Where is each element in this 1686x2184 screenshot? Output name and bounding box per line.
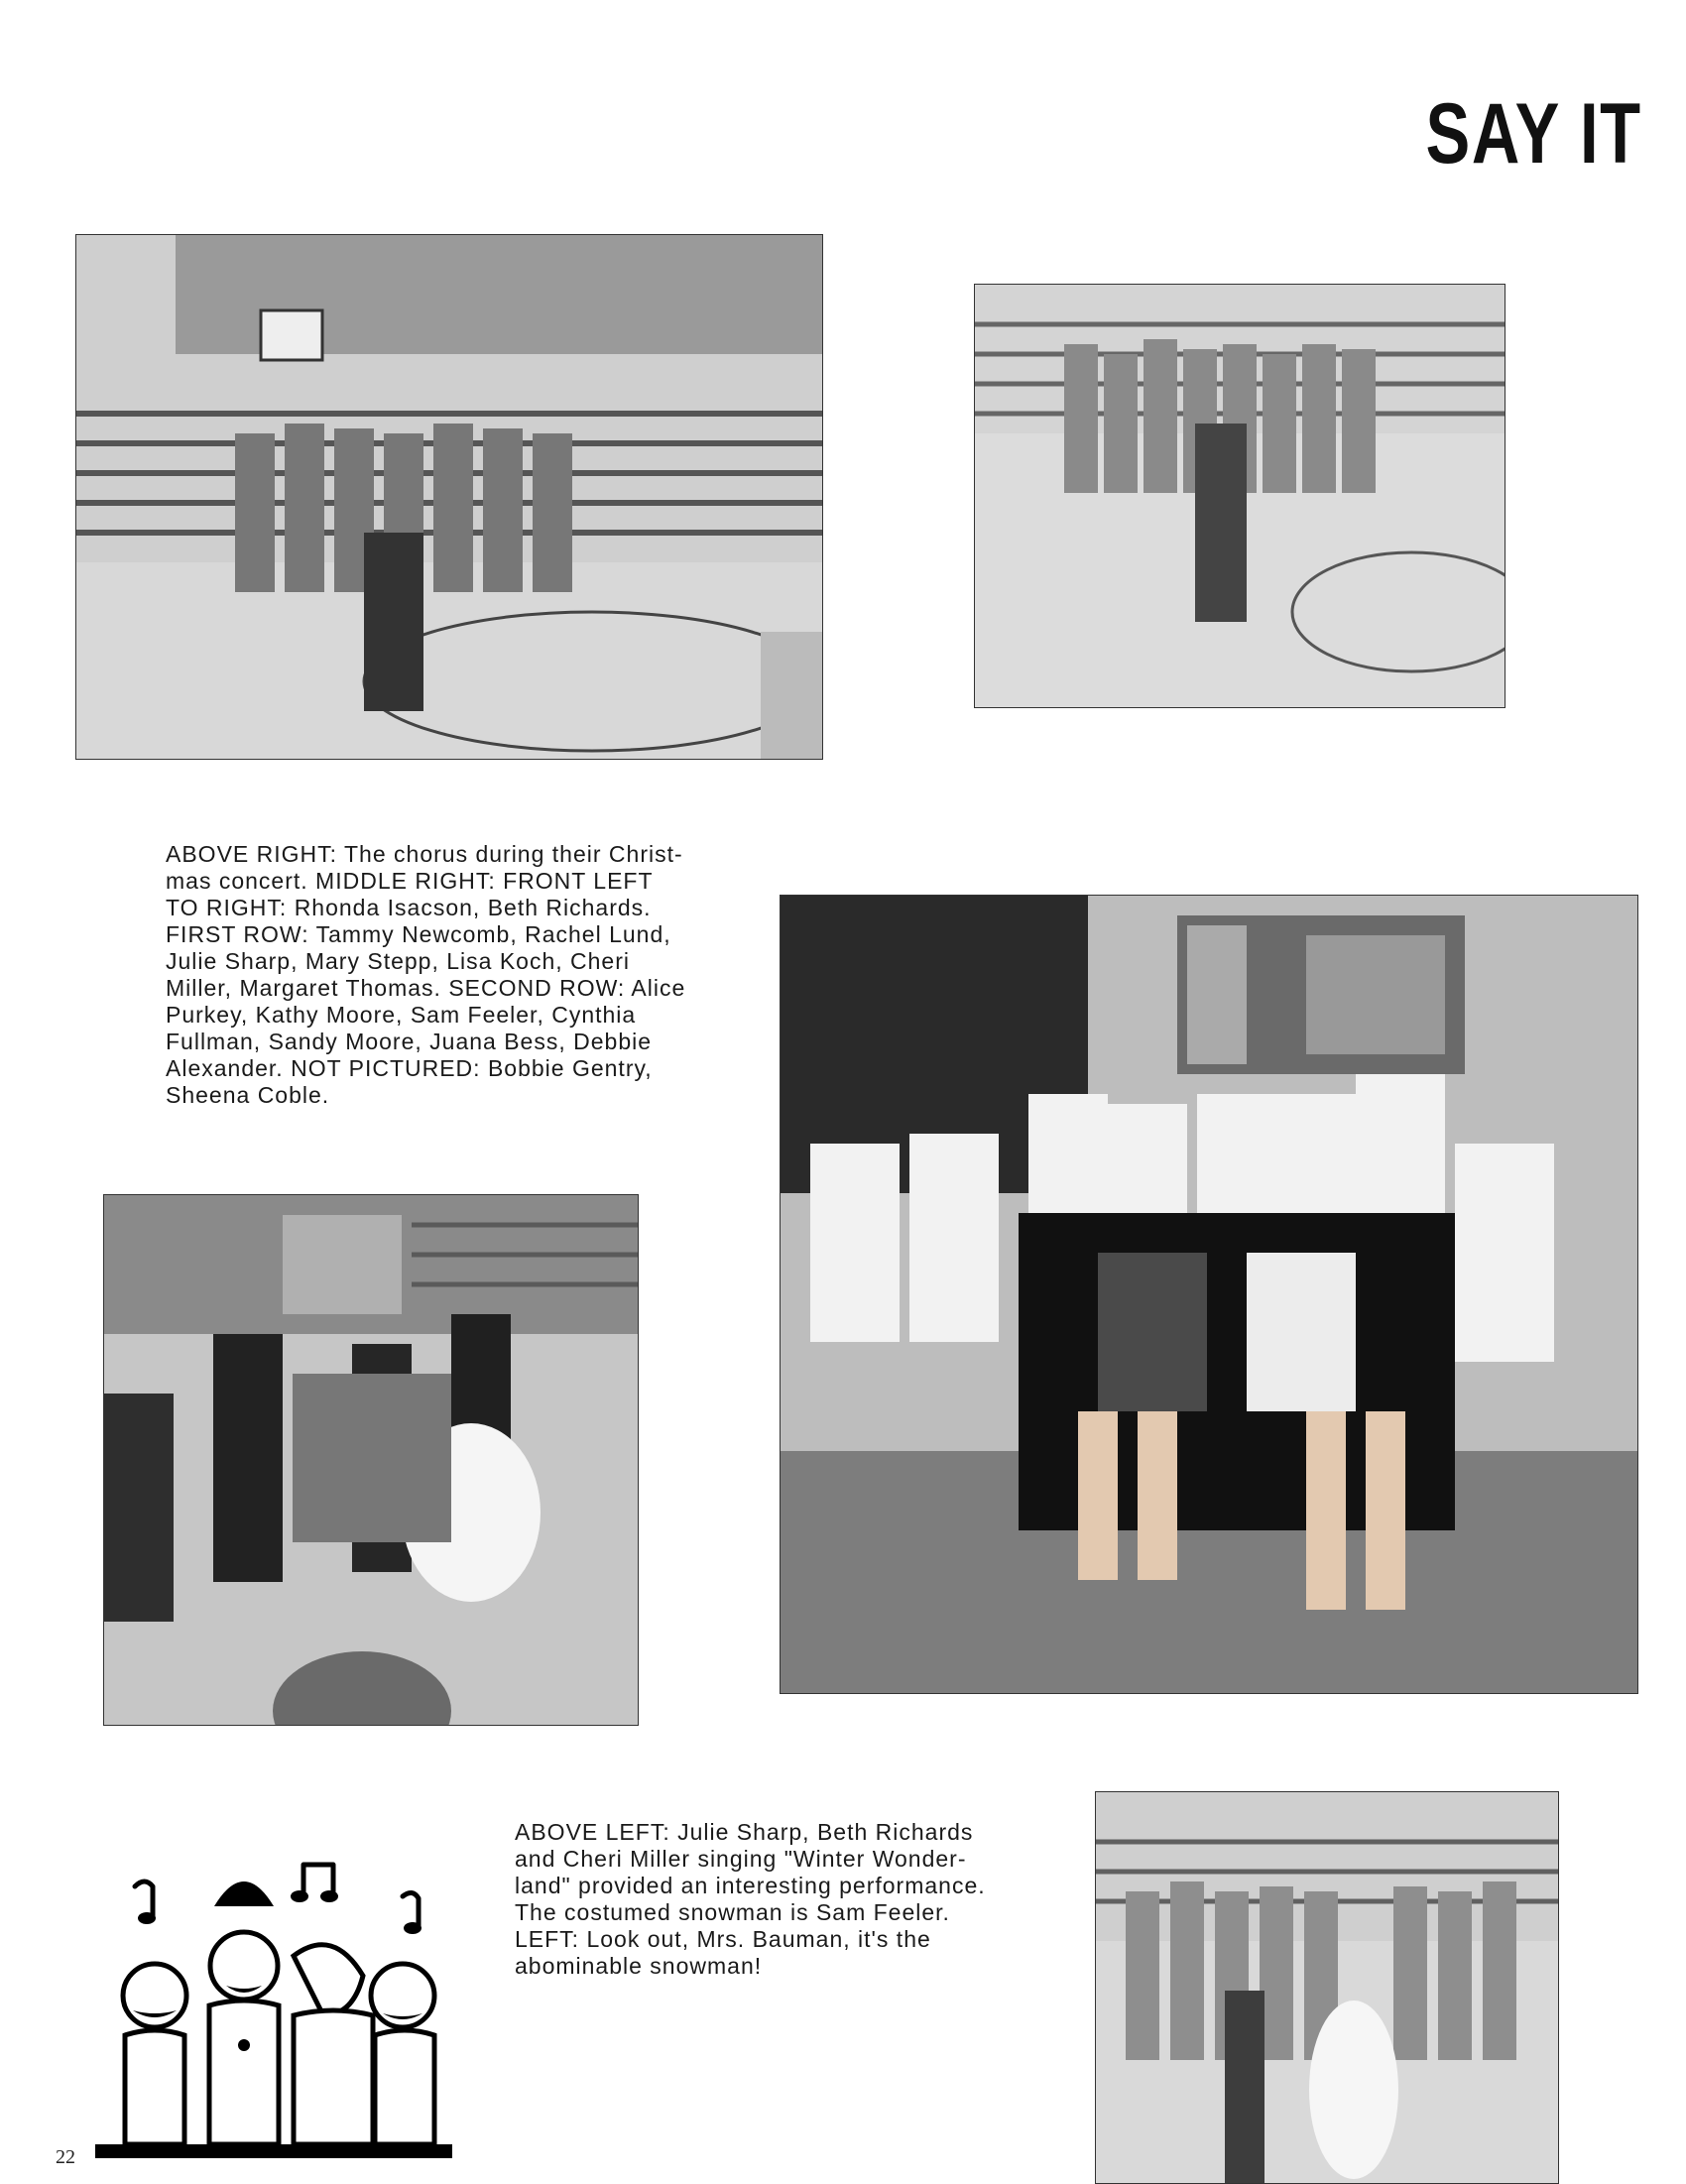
caption-bottom: ABOVE LEFT: Julie Sharp, Beth Richards and Cheri Miller singing "Winter Wonder- land" provided an interesting performance. The costumed snowman is Sam Feeler. LEFT: Look out, Mrs. Bauman, it's the abominable snowman! (515, 1819, 986, 1979)
photo-chorus-gym-left (75, 234, 823, 760)
photo-snowman-performance (103, 1194, 639, 1726)
page-number: 22 (56, 2146, 75, 2168)
carolers-cartoon (95, 1847, 452, 2174)
photo-chorus-piano (780, 895, 1638, 1694)
page-headline: SAY IT (1425, 86, 1642, 182)
caption-top: ABOVE RIGHT: The chorus during their Christ- mas concert. MIDDLE RIGHT: FRONT LEFT TO RIGHT: Rhonda Isacson, Beth Richards. FIRST ROW: Tammy Newcomb, Rachel Lund, Julie Sharp, Mary Stepp, Lisa Koch, Cheri Miller, Margaret Thomas. SECOND ROW: Alice Purkey, Kathy Moore, Sam Feeler, Cynthia Fullman, Sandy Moore, Juana Bess, Debbie Alexander. NOT PICTURED: Bobbie Gentry, Sheena Coble. (166, 841, 686, 1108)
photo-chorus-gym-right (974, 284, 1505, 708)
photo-chorus-with-snowman (1095, 1791, 1559, 2184)
